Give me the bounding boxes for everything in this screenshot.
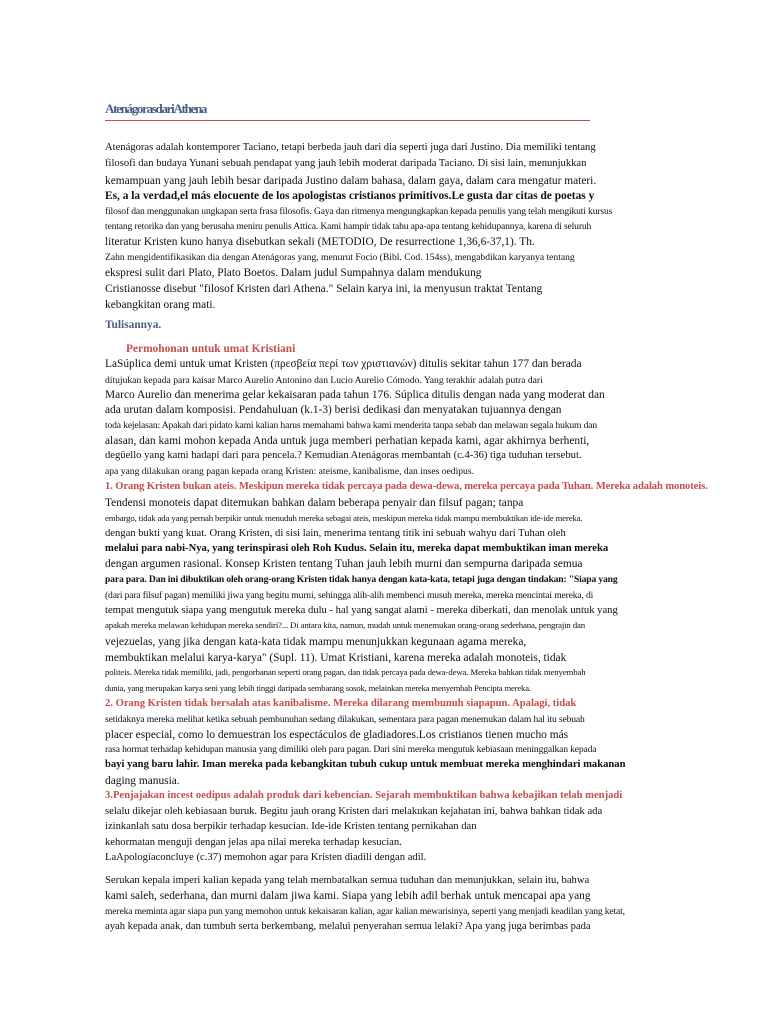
text-line: kemampuan yang jauh lebih besar daripada Justino dalam bahasa, dalam gaya, dalam cara mengatur materi. — [105, 175, 597, 187]
page-title: AtenágorasdariAthena — [105, 101, 207, 116]
text-line: tempat mengutuk siapa yang mengutuk mereka dulu - hal yang sangat alami - mereka diberkati, dan menolak untuk yang — [105, 605, 618, 616]
text-line: melalui para nabi-Nya, yang terinspirasi oleh Roh Kudus. Selain itu, mereka dapat membuktikan iman mereka — [105, 543, 609, 554]
text-line: Marco Aurelio dan menerima gelar kekaisaran pada tahun 176. Súplica ditulis dengan nada yang moderat dan — [105, 389, 605, 401]
text-line: kehormatan menguji dengan jelas apa nilai mereka terhadap kesucian. — [105, 837, 402, 848]
section-heading: Tulisannya. — [105, 319, 162, 331]
text-line: filosofi dan budaya Yunani sebuah pendapat yang jauh lebih moderat daripada Taciano. Di sisi lain, menunjukkan — [105, 158, 587, 169]
text-line: dengan bukti yang kuat. Orang Kristen, di sisi lain, menerima tentang titik ini sebuah wahyu dari Tuhan oleh — [105, 528, 566, 539]
text-line: daging manusia. — [105, 775, 180, 787]
text-line: ekspresi sulit dari Plato, Plato Boetos. Dalam judul Sumpahnya dalam mendukung — [105, 267, 482, 279]
text-line: kebangkitan orang mati. — [105, 299, 216, 311]
text-line: LaSúplica demi untuk umat Kristen (πρεσβεία περί των χριστιανών) ditulis sekitar tahun 177 dan berada — [105, 358, 582, 370]
text-line: politeis. Mereka tidak memiliki, jadi, pengorbanan seperti orang pagan, dan tidak percaya pada dewa-dewa. Mereka bahkan tidak menyembah — [105, 667, 586, 677]
text-line: vejezuelas, yang jika dengan kata-kata tidak mampu menunjukkan kegunaan agama mereka, — [105, 636, 527, 648]
text-line: filosof dan menggunakan ungkapan serta frasa filosofis. Gaya dan ritmenya mengungkapkan kepada penulis yang telah mengikuti kursus — [105, 206, 613, 217]
text-line: (dari para filsuf pagan) memiliki jiwa yang begitu murni, sehingga alih-alih membenci musuh mereka, mereka mencintai mereka, di — [105, 590, 594, 601]
text-line: placer especial, como lo demuestran los espectáculos de gladiadores.Los cristianos tienen mucho más — [105, 729, 569, 741]
point-heading-1: 1. Orang Kristen bukan ateis. Meskipun mereka tidak percaya pada dewa-dewa, mereka percaya pada Tuhan. Mereka adalah monoteis. — [105, 481, 708, 492]
text-line: apa yang dilakukan orang pagan kepada orang Kristen: ateisme, kanibalisme, dan inses oedipus. — [105, 466, 474, 477]
text-line: embargo, tidak ada yang pernah berpikir untuk menuduh mereka sebagai ateis, meskipun mereka tidak mampu membuktikan ide-ide mereka. — [105, 513, 583, 523]
text-line: Cristianosse disebut "filosof Kristen dari Athena." Selain karya ini, ia menyusun traktat Tentang — [105, 283, 543, 295]
text-line: alasan, dan kami mohon kepada Anda untuk juga memberi perhatian kepada kami, agar akhirnya berhenti, — [105, 435, 590, 447]
text-line: ditujukan kepada para kaisar Marco Aurelio Antonino dan Lucio Aurelio Cómodo. Yang terakhir adalah putra dari — [105, 375, 543, 386]
text-line: selalu dikejar oleh kebiasaan buruk. Begitu jauh orang Kristen dari melakukan kejahatan ini, bahwa bahkan tidak ada — [105, 806, 603, 817]
text-line: degüello yang kami hadapi dari para pencela.? Kemudian Atenágoras membantah (c.4-36) tiga tuduhan tersebut. — [105, 450, 582, 461]
text-line: dengan argumen rasional. Konsep Kristen tentang Tuhan jauh lebih murni dan sempurna daripada semua — [105, 558, 583, 570]
text-line: bayi yang baru lahir. Iman mereka pada kebangkitan tubuh cukup untuk membuat mereka menghindari makanan — [105, 759, 626, 770]
text-line: izinkanlah satu dosa berpikir terhadap kesucian. Ide-ide Kristen tentang pernikahan dan — [105, 821, 477, 832]
text-line: Zahn mengidentifikasikan dia dengan Atenágoras yang, menurut Focio (Bibl. Cod. 154ss), mengabdikan karyanya tentang — [105, 252, 575, 263]
text-line: ayah kepada anak, dan tumbuh serta berkembang, melalui penyerahan semua lelaki? Apa yang juga berimbas pada — [105, 921, 591, 932]
text-line: Serukan kepala imperi kalian kepada yang telah membatalkan semua tuduhan dan menunjukkan, selain itu, bahwa — [105, 875, 590, 886]
text-line: mereka meminta agar siapa pun yang memohon untuk kekaisaran kalian, agar kalian mewarisinya, seperti yang menjadi keadilan yang ketat, — [105, 906, 625, 917]
text-line: membuktikan melalui karya-karya" (Supl. 11). Umat Kristiani, karena mereka adalah monoteis, tidak — [105, 652, 567, 664]
text-line: toda kejelasan: Apakah dari pidato kami kalian harus memahami bahwa kami menderita tanpa sebab dan melawan segala hukum dan — [105, 420, 597, 431]
text-line: ada urutan dalam komposisi. Pendahuluan (k.1-3) berisi dedikasi dan menyatakan tujuannya dengan — [105, 404, 562, 416]
text-line: Tendensi monoteis dapat ditemukan bahkan dalam beberapa penyair dan filsuf pagan; tanpa — [105, 497, 524, 509]
text-line: kami saleh, sederhana, dan murni dalam jiwa kami. Siapa yang lebih adil berhak untuk mencapai apa yang — [105, 890, 591, 902]
text-line: tentang retorika dan yang berusaha meniru penulis Attica. Kami hampir tidak tahu apa-apa tentang kehidupannya, karena di seluruh — [105, 221, 592, 232]
text-line: apakah mereka melawan kehidupan mereka sendiri?... Di antara kita, namun, mudah untuk menemukan orang-orang sederhana, pengrajin dan — [105, 620, 585, 630]
text-line: literatur Kristen kuno hanya disebutkan sekali (METODIO, De resurrectione 1,36,6-37,1). Th. — [105, 236, 535, 248]
point-heading-3: 3.Penjajakan incest oedipus adalah produk dari kebencian. Sejarah membuktikan bahwa kebajikan telah menjadi — [105, 790, 623, 801]
text-line: dunia, yang merupakan karya seni yang lebih tinggi daripada sembarang sosok, melainkan mereka menyembah Pencipta mereka. — [105, 683, 531, 693]
point-heading-2: 2. Orang Kristen tidak bersalah atas kanibalisme. Mereka dilarang membunuh siapapun. Apalagi, tidak — [105, 698, 577, 709]
text-line: setidaknya mereka melihat ketika sebuah pembunuhan sedang dilakukan, sementara para pagan menemukan dalam hal itu sebuah — [105, 714, 585, 725]
text-line: rasa hormat terhadap kehidupan manusia yang dimiliki oleh para pagan. Dari sini mereka mengutuk kebiasaan meninggalkan kepada — [105, 744, 597, 755]
text-line: para para. Dan ini dibuktikan oleh orang-orang Kristen tidak hanya dengan kata-kata, tetapi juga dengan tindakan: "Siapa yang — [105, 574, 618, 585]
title-underline — [105, 120, 590, 121]
subsection-heading: Permohonan untuk umat Kristiani — [126, 343, 296, 355]
text-line: LaApologíaconcluye (c.37) memohon agar para Kristen diadili dengan adil. — [105, 852, 427, 863]
spanish-bold-line: Es, a la verdad,el más elocuente de los apologistas cristianos primitivos.Le gusta dar citas de poetas y — [105, 190, 595, 202]
text-line: Atenágoras adalah kontemporer Taciano, tetapi berbeda jauh dari dia seperti juga dari Justino. Dia memiliki tentang — [105, 142, 596, 153]
